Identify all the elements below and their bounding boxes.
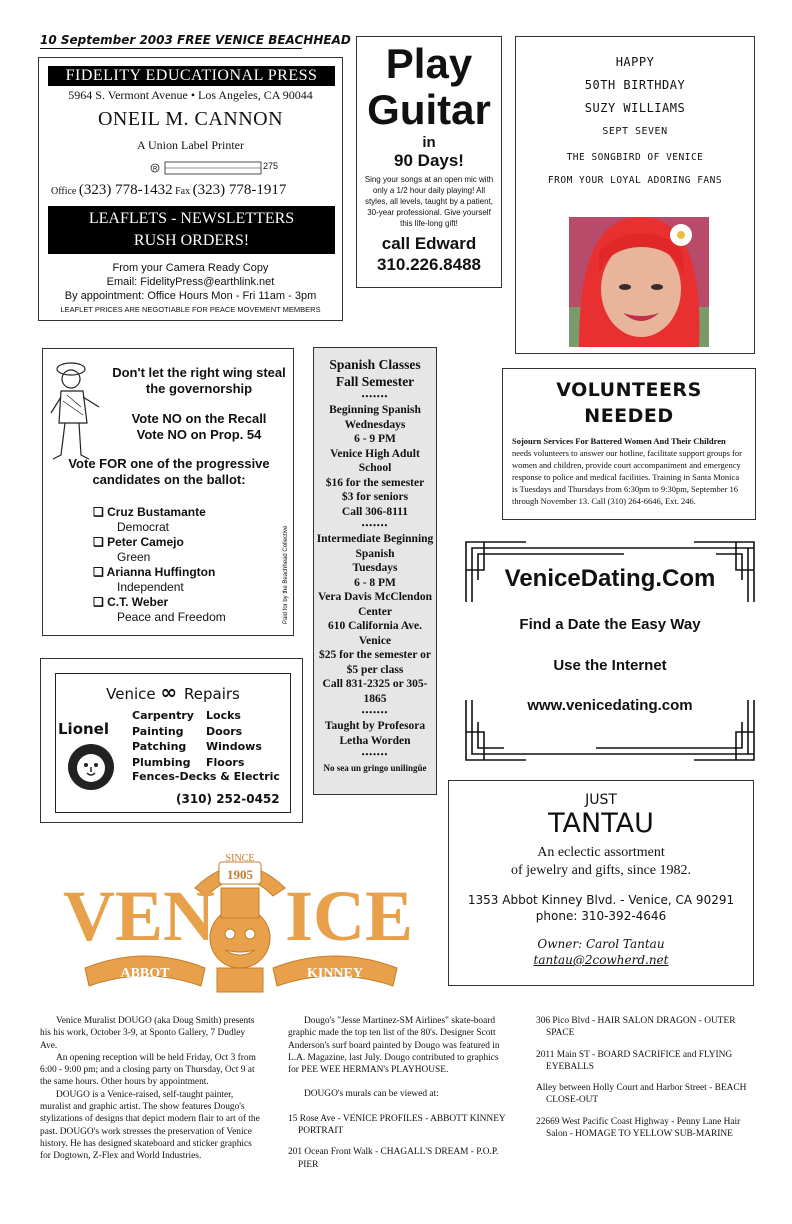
volunteers-title: VOLUNTEERS NEEDED bbox=[556, 379, 702, 427]
mural-location: 15 Rose Ave - VENICE PROFILES - ABBOTT KINNEY PORTRAIT bbox=[288, 1113, 506, 1137]
candidate-party: Green bbox=[117, 550, 151, 564]
fidelity-line-4: LEAFLET PRICES ARE NEGOTIABLE FOR PEACE MOVEMENT MEMBERS bbox=[60, 305, 321, 314]
guitar-in: in bbox=[422, 134, 436, 151]
guitar-days: 90 Days! bbox=[394, 151, 464, 170]
vote-headline: Don't let the right wing steal the governorship bbox=[112, 365, 286, 396]
candidate-weber: ❑ C.T. Weber Peace and Freedom bbox=[93, 595, 273, 625]
birthday-line-3: SUZY WILLIAMS bbox=[584, 101, 686, 115]
dating-url: www.venicedating.com bbox=[527, 697, 693, 714]
intermediate-address: 610 California Ave. Venice bbox=[327, 620, 423, 647]
page-masthead: 10 September 2003 FREE VENICE BEACHHEAD bbox=[40, 33, 351, 47]
repairs-inner-frame bbox=[55, 673, 291, 813]
article-column-1 bbox=[40, 1015, 260, 1163]
repairs-service: Floors bbox=[206, 755, 245, 769]
candidate-party: Independent bbox=[117, 580, 184, 594]
tantau-contact bbox=[449, 892, 753, 924]
venice-logo bbox=[45, 848, 435, 996]
article-column-2 bbox=[288, 1015, 508, 1180]
vote-for: Vote FOR one of the progressive candidates on the ballot: bbox=[68, 456, 270, 487]
divider-dots: ••••••• bbox=[361, 521, 389, 530]
beginning-day: Wednesdays bbox=[344, 418, 406, 431]
birthday-line-6: FROM YOUR LOYAL ADORING FANS bbox=[547, 175, 723, 186]
candidate-name: Cruz Bustamante bbox=[107, 505, 206, 519]
fidelity-name: FIDELITY EDUCATIONAL PRESS bbox=[48, 66, 335, 86]
fidelity-services bbox=[48, 206, 335, 254]
logo-since: SINCE bbox=[225, 853, 255, 864]
beginning-seniors: $3 for seniors bbox=[341, 491, 409, 503]
guitar-body: Sing your songs at an open mic with only a 1/2 hour daily playing! All styles, all levels, taught by a patient, 30-year professional. Give yourself this life-long gift! bbox=[364, 175, 494, 228]
divider-dots: ••••••• bbox=[361, 392, 389, 401]
fidelity-owner: ONEIL M. CANNON bbox=[97, 108, 284, 130]
article-paragraph: An opening reception will be held Friday, Oct 3 from 6:00 - 9:00 pm; and a closing party on Thursday, Oct 9 at the same hours. Other hours by appointment. bbox=[40, 1052, 256, 1088]
lion-icon bbox=[66, 740, 116, 798]
mural-location: 306 Pico Blvd - HAIR SALON DRAGON - OUTER SPACE bbox=[536, 1016, 736, 1039]
divider-dots: ••••••• bbox=[361, 708, 389, 717]
beginning-call: Call 306-8111 bbox=[341, 505, 409, 518]
logo-kinney: KINNEY bbox=[306, 966, 364, 981]
spanish-tagline: No sea un gringo unilingüe bbox=[323, 763, 427, 773]
tantau-desc-1: An eclectic assortment bbox=[537, 845, 665, 860]
fidelity-union: A Union Label Printer bbox=[137, 138, 244, 152]
candidate-party: Peace and Freedom bbox=[117, 610, 226, 624]
tantau-just: JUST bbox=[585, 792, 617, 808]
article-column-3 bbox=[536, 1015, 756, 1149]
tantau-phone: phone: 310-392-4646 bbox=[535, 909, 667, 923]
candidate-name: Peter Camejo bbox=[107, 535, 184, 549]
article-paragraph: DOUGO's murals can be viewed at: bbox=[304, 1089, 439, 1100]
candidate-bustamante: ❑ Cruz Bustamante Democrat bbox=[93, 505, 273, 535]
candidate-party: Democrat bbox=[117, 520, 170, 534]
fidelity-line-1: From your Camera Ready Copy bbox=[112, 262, 269, 274]
repairs-title-a: Venice bbox=[106, 685, 156, 703]
repairs-service: Plumbing bbox=[132, 755, 191, 769]
volunteers-ad bbox=[502, 368, 756, 520]
logo-year: 1905 bbox=[227, 867, 253, 882]
repairs-service: Locks bbox=[206, 709, 241, 722]
spanish-title-1: Spanish Classes bbox=[329, 357, 421, 372]
guitar-lessons-ad bbox=[356, 36, 502, 288]
fidelity-line-3: By appointment: Office Hours Mon - Fri 11am - 3pm bbox=[64, 290, 317, 302]
candidate-name: Arianna Huffington bbox=[106, 565, 216, 579]
intermediate-time: 6 - 8 PM bbox=[354, 576, 396, 589]
tantau-name: TANTAU bbox=[548, 808, 654, 839]
beginning-time: 6 - 9 PM bbox=[354, 433, 396, 445]
venice-dating-ad bbox=[464, 540, 756, 762]
logo-ice: ICE bbox=[285, 876, 414, 956]
vote-ad bbox=[42, 348, 294, 636]
repairs-service: Doors bbox=[206, 724, 243, 738]
dating-line-1: Find a Date the Easy Way bbox=[519, 616, 701, 633]
dating-title: VeniceDating.Com bbox=[504, 565, 716, 592]
candidate-huffington: ❑ Arianna Huffington Independent bbox=[93, 565, 273, 595]
repairs-phone: (310) 252-0452 bbox=[176, 792, 280, 806]
mural-location: 22669 West Pacific Coast Highway - Penny Lane Hair Salon - HOMAGE TO YELLOW SUB-MARINE bbox=[536, 1116, 741, 1140]
candidate-name: C.T. Weber bbox=[107, 595, 169, 609]
fax-label: Fax bbox=[175, 186, 191, 197]
beginning-title: Beginning Spanish bbox=[329, 404, 421, 416]
office-label: Office bbox=[51, 186, 77, 197]
vote-no-prop54: Vote NO on Prop. 54 bbox=[136, 427, 262, 442]
venice-repairs-ad bbox=[40, 658, 303, 823]
tantau-address: 1353 Abbot Kinney Blvd. - Venice, CA 90291 bbox=[467, 893, 735, 907]
intermediate-day: Tuesdays bbox=[352, 562, 398, 574]
fidelity-address: 5964 S. Vermont Avenue • Los Angeles, CA 90044 bbox=[68, 88, 313, 102]
fidelity-line-2: Email: FidelityPress@earthlink.net bbox=[106, 276, 275, 288]
guitar-play: Play bbox=[385, 40, 473, 87]
repairs-services bbox=[132, 708, 292, 770]
birthday-ad bbox=[515, 36, 755, 354]
birthday-line-4: SEPT SEVEN bbox=[602, 126, 668, 137]
vote-no bbox=[107, 411, 291, 443]
beginning-price: $16 for the semester bbox=[325, 476, 425, 489]
fidelity-details bbox=[39, 261, 342, 317]
dating-line-2: Use the Internet bbox=[553, 657, 667, 674]
services-line-1: LEAFLETS - NEWSLETTERS bbox=[88, 210, 295, 227]
mural-location: 201 Ocean Front Walk - CHAGALL'S DREAM - P.O.P. PIER bbox=[288, 1147, 499, 1170]
candidate-camejo: ❑ Peter Camejo Green bbox=[93, 535, 273, 565]
spanish-title-2: Fall Semester bbox=[335, 374, 415, 389]
repairs-lionel: Lionel bbox=[58, 720, 109, 738]
guitar-title: Guitar bbox=[367, 86, 491, 133]
repairs-service: Patching bbox=[132, 740, 187, 753]
fidelity-press-ad bbox=[38, 57, 343, 321]
tantau-owner: Owner: Carol Tantau bbox=[537, 937, 665, 951]
vote-no-recall: Vote NO on the Recall bbox=[131, 411, 267, 426]
intermediate-title: Intermediate Beginning Spanish bbox=[316, 533, 434, 560]
mural-location: 2011 Main ST - BOARD SACRIFICE and FLYING EYEBALLS bbox=[536, 1049, 733, 1072]
tantau-desc-2: of jewelry and gifts, since 1982. bbox=[510, 863, 691, 878]
article-paragraph: Dougo's "Jesse Martinez-SM Airlines" skate-board graphic made the top ten list of the 80's. Designer Scott Anderson's surf board painted by Dougo was featured in L.A. Magazine, last July. Dougo contributed to graphics for PEE WEE HERMAN's PLAYHOUSE. bbox=[288, 1016, 500, 1076]
services-line-2: RUSH ORDERS! bbox=[133, 232, 250, 249]
logo-abbot: ABBOT bbox=[120, 966, 170, 981]
cartoon-figure-icon bbox=[47, 355, 109, 463]
guitar-phone: 310.226.8488 bbox=[377, 255, 481, 274]
birthday-line-2: 50TH BIRTHDAY bbox=[584, 78, 686, 92]
tantau-description bbox=[449, 844, 753, 880]
volunteers-body bbox=[512, 435, 746, 507]
suzy-williams-photo bbox=[569, 217, 709, 347]
tantau-email[interactable]: tantau@2cowherd.net bbox=[533, 953, 669, 967]
repairs-title-b: Repairs bbox=[184, 685, 240, 703]
repairs-title bbox=[56, 680, 290, 704]
repairs-service: Carpentry bbox=[132, 709, 194, 722]
intermediate-place: Vera Davis McClendon Center bbox=[318, 591, 432, 618]
infinity-icon: ∞ bbox=[160, 680, 185, 704]
volunteers-text: needs volunteers to answer our hotline, facilitate support groups for women and children, provide court accompaniment and emergency response to police and medical facilities. Training in Santa Monica is Tuesdays and Thursdays from 6:30pm to 9:30pm, September 16 through November 13. Call (310) 264-6646, Ext. 246. bbox=[512, 448, 742, 506]
divider-dots: ••••••• bbox=[361, 750, 389, 759]
guitar-call: call Edward bbox=[381, 234, 477, 253]
teacher: Taught by Profesora Letha Worden bbox=[324, 720, 426, 747]
tantau-ad bbox=[448, 780, 754, 986]
volunteers-org: Sojourn Services For Battered Women And Their Children bbox=[512, 436, 726, 446]
article-paragraph: Venice Muralist DOUGO (aka Doug Smith) presents his his work, October 3-9, at Sponto Gallery, 7 Dudley Ave. bbox=[40, 1016, 255, 1051]
intermediate-price: $25 for the semester or $5 per class bbox=[319, 649, 431, 676]
beginning-place: Venice High Adult School bbox=[330, 447, 420, 474]
mural-location: Alley between Holly Court and Harbor Street - BEACH CLOSE-OUT bbox=[536, 1083, 747, 1106]
svg-text:R: R bbox=[153, 166, 158, 173]
repairs-fences: Fences-Decks & Electric bbox=[132, 770, 280, 783]
birthday-line-1: HAPPY bbox=[615, 55, 655, 69]
fidelity-phones bbox=[51, 182, 341, 199]
intermediate-call: Call 831-2325 or 305-1865 bbox=[322, 678, 428, 705]
logo-ven: VEN bbox=[63, 876, 216, 956]
union-bug-number: 275 bbox=[263, 161, 279, 171]
article-paragraph: DOUGO is a Venice-raised, self-taught painter, muralist and graphic artist. The show features Dougo's stylizations of designs that depict modern flair to art of the past. DOUGO's work stresses the preservation of Venice history. He has designed skateboard and sticker graphics for Dogtown, Z-Flex and World Industries. bbox=[40, 1089, 260, 1162]
union-bug-icon bbox=[149, 160, 279, 176]
repairs-service: Painting bbox=[132, 724, 184, 738]
office-phone: (323) 778-1432 bbox=[78, 182, 173, 198]
spanish-classes-ad bbox=[313, 347, 437, 795]
paid-disclaimer: Paid for by the Beachhead Collective bbox=[283, 525, 289, 624]
birthday-line-5: THE SONGBIRD OF VENICE bbox=[566, 152, 704, 163]
fax-phone: (323) 778-1917 bbox=[192, 182, 287, 198]
repairs-service: Windows bbox=[206, 740, 262, 753]
